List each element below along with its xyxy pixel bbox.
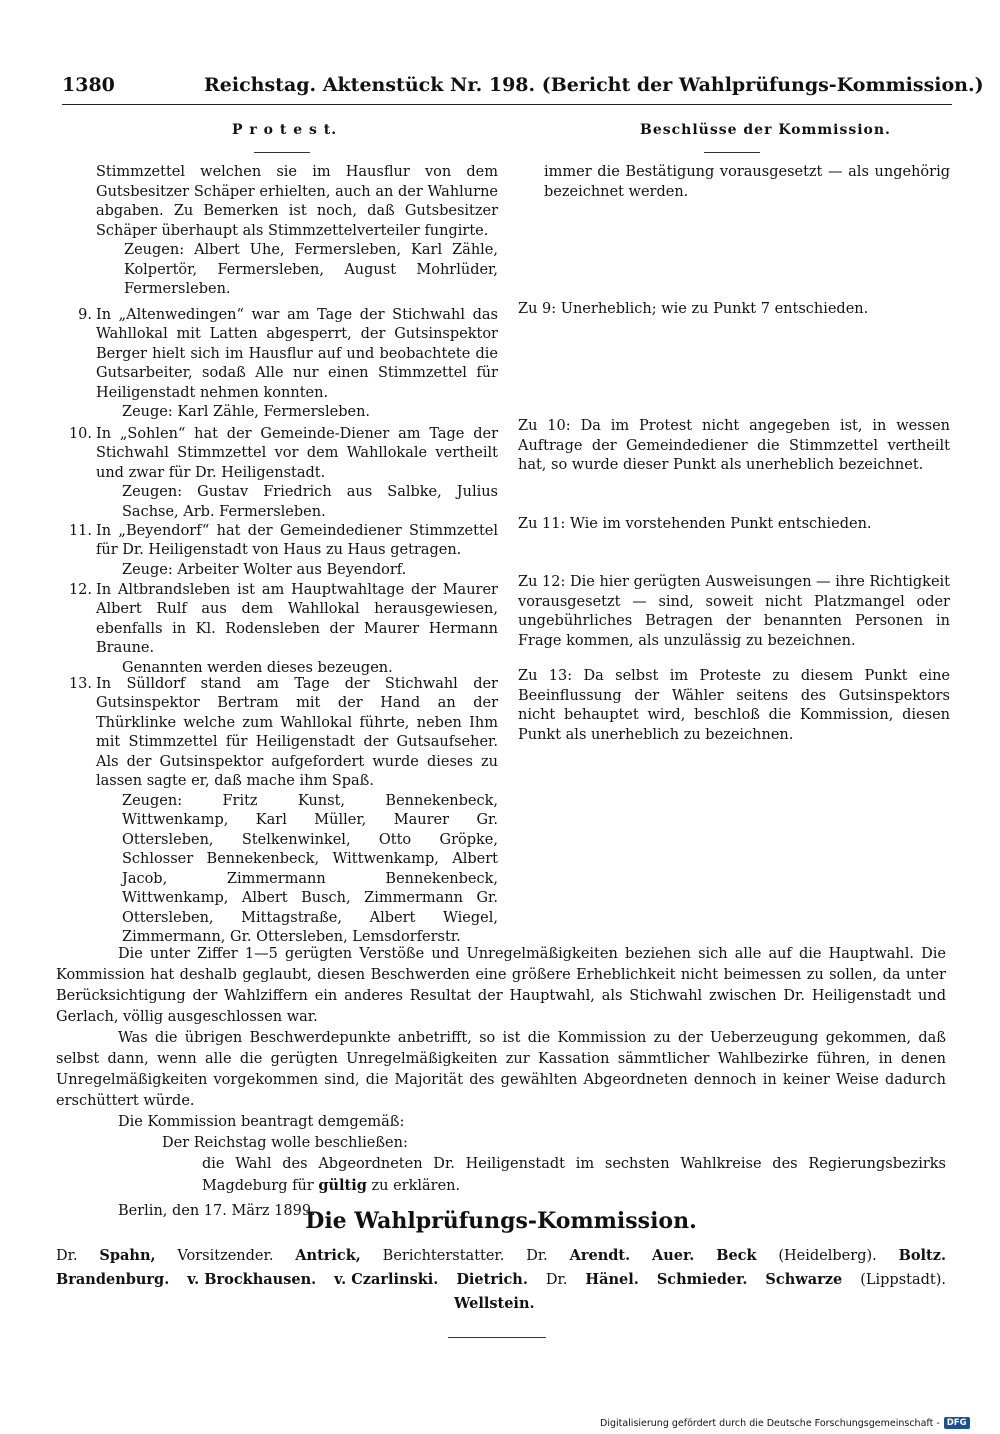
footer-text: Digitalisierung gefördert durch die Deutsche Forschungsgemeinschaft - (600, 1417, 940, 1429)
item-text: In „Altenwedingen“ war am Tage der Stichwahl das Wahllokal mit Latten abgesperrt, der Gutsinspektor Berger hielt sich im Hausflur auf und beobachtete die Gutsarbeiter, sodaß Alle nur einen Stimmzettel für Heiligenstadt nehmen konnten. (96, 306, 498, 401)
item-text: In Altbrandsleben ist am Hauptwahltage der Maurer Albert Rulf aus dem Wahllokal herausgewiesen, ebenfalls in Kl. Rodensleben der Maurer Hermann Braune. (96, 581, 498, 656)
resolution-text (56, 1154, 946, 1197)
member-last: Wellstein. (454, 1295, 535, 1312)
member-name: Auer. (651, 1247, 695, 1264)
decision-11 (518, 515, 950, 573)
protest-item-12 (68, 581, 498, 675)
decision-text: Da im Protest nicht angegeben ist, in wessen Auftrage der Gemeindediener die Stimmzettel vertheilt hat, so wurde dieser Punkt als unerheblich bezeichnet. (518, 418, 951, 473)
resolution-valid: gültig (318, 1177, 367, 1194)
member-name: (Lippstadt). (860, 1272, 946, 1288)
item-number: 9. (78, 306, 92, 323)
members-line-2 (56, 1268, 946, 1292)
item-text: In Sülldorf stand am Tage der Stichwahl der Gutsinspektor Bertram mit der Hand an der Thürklinke welche zum Wahllokal führte, neben Ihm mit Stimmzettel für Heiligenstadt der Gutsaufseher. Als der Gutsinspektor aufgefordert wurde dieses zu lassen sagte er, daß mache ihm Spaß. (96, 675, 498, 789)
report-body (56, 944, 946, 1222)
decision-ref: Zu 9: (518, 301, 557, 317)
member-name: Schmieder. (656, 1271, 748, 1288)
decisions-intro: immer die Bestätigung vorausgesetzt — als ungehörig bezeichnet werden. (544, 164, 950, 200)
decision-text: Da selbst im Proteste zu diesem Punkt eine Beeinflussung der Wähler seitens des Gutsinspektors nicht behauptet wird, beschloß die Kommission, diesen Punkt als unerheblich zu bezeichnen. (518, 668, 951, 743)
member-name: Dr. (526, 1248, 548, 1264)
decision-text: Wie im vorstehenden Punkt entschieden. (569, 516, 872, 532)
item-witness: Zeugen: Fritz Kunst, Bennekenbeck, Wittwenkamp, Karl Müller, Maurer Gr. Ottersleben, Stelkenwinkel, Otto Gröpke, Schlosser Bennekenbeck, Wittwenkamp, Albert Jacob, Zimmermann Bennekenbeck, Wittwenkamp, Albert Busch, Zimmermann Gr. Ottersleben, Mittagstraße, Albert Wiegel, Zimmermann, Gr. Ottersleben, Lemsdorferstr. (122, 792, 498, 945)
member-name: Dr. (545, 1272, 568, 1288)
member-name: Antrick, (295, 1247, 361, 1264)
protest-item-10 (68, 425, 498, 522)
members-line-1 (56, 1244, 946, 1268)
decision-13 (518, 667, 950, 745)
protest-item-9 (68, 306, 498, 425)
item-witness: Zeugen: Gustav Friedrich aus Salbke, Julius Sachse, Arb. Fermersleben. (122, 484, 498, 520)
header-rule (62, 104, 952, 105)
footer (600, 1417, 995, 1429)
resolution-text-a: die Wahl des Abgeordneten Dr. Heiligenstadt im sechsten Wahlkreise des Regierungsbezirks Magdeburg für (202, 1156, 946, 1194)
protest-intro-witness: Zeugen: Albert Uhe, Fermersleben, Karl Zähle, Kolpertör, Fermersleben, August Mohrlüder, Fermersleben. (124, 242, 498, 297)
body-paragraph-1: Die unter Ziffer 1—5 gerügten Verstöße und Unregelmäßigkeiten beziehen sich alle auf die Hauptwahl. Die Kommission hat deshalb geglaubt, diesen Beschwerden eine größere Erheblichkeit nicht beimessen zu sollen, da unter Berücksichtigung der Wahlziffern ein anderes Resultat der Hauptwahl, als Stichwahl zwischen Dr. Heiligenstadt und Gerlach, völlig ausgeschlossen war. (56, 946, 946, 1025)
protest-intro: Stimmzettel welchen sie im Hausflur von dem Gutsbesitzer Schäper erhielten, auch an der Wahlurne abgaben. Zu Bemerken ist noch, daß Gutsbesitzer Schäper überhaupt als Stimmzettelverteiler fungirte. (96, 164, 498, 239)
right-heading-rule (704, 152, 760, 153)
decision-text: Unerheblich; wie zu Punkt 7 entschieden. (560, 301, 869, 317)
running-title: Reichstag. Aktenstück Nr. 198. (Bericht der Wahlprüfungs-Kommission.) (204, 74, 984, 96)
committee-signature: Die Wahlprüfungs-Kommission. (305, 1208, 697, 1234)
resolution-intro: Der Reichstag wolle beschließen: (162, 1135, 408, 1151)
item-witness: Zeuge: Karl Zähle, Fermersleben. (122, 404, 371, 420)
decision-9 (518, 300, 950, 417)
body-paragraph-2: Was die übrigen Beschwerdepunkte anbetrifft, so ist die Kommission zu der Ueberzeugung gekommen, daß selbst dann, wenn alle die gerügten Unregelmäßigkeiten zur Kassation sämmtlicher Wahlbezirke führen, in denen Unregelmäßigkeiten vorgekommen sind, die Majorität des gewählten Abgeordneten dennoch in keiner Weise dadurch erschüttert würde. (56, 1030, 946, 1109)
right-column-heading: Beschlüsse der Kommission. (640, 122, 891, 138)
resolution-text-b: zu erklären. (371, 1178, 461, 1194)
item-witness: Zeuge: Arbeiter Wolter aus Beyendorf. (122, 561, 407, 578)
member-name: Arendt. (569, 1247, 631, 1264)
item-number: 11. (68, 522, 92, 539)
left-heading-rule (254, 152, 310, 153)
item-number: 13. (68, 675, 92, 692)
member-name: (Heidelberg). (778, 1248, 877, 1264)
member-name: Hänel. (585, 1271, 639, 1288)
protest-item-11 (68, 522, 498, 581)
decision-ref: Zu 10: (518, 418, 571, 434)
decision-10 (518, 417, 950, 515)
decision-ref: Zu 11: (518, 516, 566, 532)
decision-ref: Zu 12: (518, 574, 566, 590)
item-number: 12. (68, 581, 92, 598)
closing-rule (448, 1337, 546, 1338)
left-column-heading: P r o t e s t. (232, 122, 338, 138)
body-paragraph-3: Die Kommission beantragt demgemäß: (118, 1114, 405, 1130)
member-name: v. Czarlinski. (334, 1271, 439, 1288)
committee-members (56, 1244, 946, 1316)
dfg-logo: DFG (944, 1417, 970, 1429)
member-name: v. Brockhausen. (187, 1271, 317, 1288)
item-witness: Genannten werden dieses bezeugen. (122, 659, 393, 676)
member-name: Dr. (56, 1248, 78, 1264)
item-number: 10. (68, 425, 92, 442)
date-line: Berlin, den 17. März 1899. (118, 1203, 316, 1219)
page-number: 1380 (62, 74, 115, 96)
member-name: Spahn, (99, 1247, 156, 1264)
item-text: In „Sohlen“ hat der Gemeinde-Diener am Tage der Stichwahl Stimmzettel vor dem Wahllokale vertheilt und zwar für Dr. Heiligenstadt. (96, 425, 498, 481)
member-name: Vorsitzender. (177, 1248, 274, 1264)
protest-column (68, 163, 498, 948)
member-name: Brandenburg. (56, 1271, 170, 1288)
protest-item-13 (68, 675, 498, 948)
member-name: Dietrich. (456, 1271, 528, 1288)
member-name: Berichterstatter. (382, 1248, 505, 1264)
item-text: In „Beyendorf“ hat der Gemeindediener Stimmzettel für Dr. Heiligenstadt von Haus zu Haus getragen. (96, 522, 498, 558)
decisions-column (518, 163, 950, 745)
decision-text: Die hier gerügten Ausweisungen — ihre Richtigkeit vorausgesetzt — sind, soweit nicht Platzmangel oder ungebührliches Betragen der benannten Personen in Frage kommen, als unzulässig zu bezeichnen. (518, 574, 951, 649)
running-header (62, 74, 984, 102)
member-name: Beck (716, 1247, 757, 1264)
member-name: Schwarze (765, 1271, 843, 1288)
member-name: Boltz. (898, 1247, 946, 1264)
decision-12 (518, 573, 950, 667)
decision-ref: Zu 13: (518, 668, 573, 684)
